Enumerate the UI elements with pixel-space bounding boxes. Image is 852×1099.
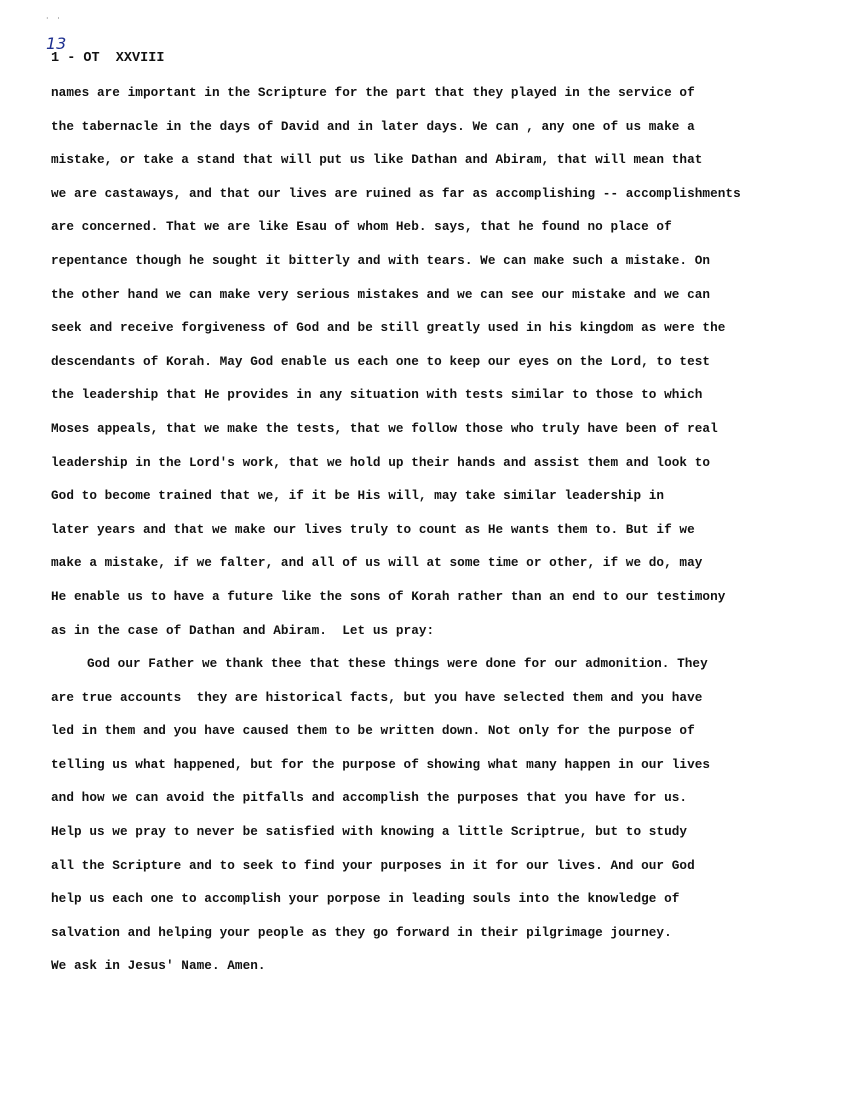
text-line: are true accounts they are historical facts, but you have selected them and you have	[51, 689, 703, 705]
pencil-mark: · ·	[46, 14, 63, 23]
text-line: salvation and helping your people as they go forward in their pilgrimage journey.	[51, 924, 672, 940]
text-line: God our Father we thank thee that these things were done for our admonition. They	[87, 656, 708, 672]
text-line: help us each one to accomplish your porpose in leading souls into the knowledge of	[51, 891, 680, 907]
text-line: Moses appeals, that we make the tests, that we follow those who truly have been of real	[51, 420, 718, 436]
text-line: We ask in Jesus' Name. Amen.	[51, 958, 266, 974]
text-line: leadership in the Lord's work, that we hold up their hands and assist them and look to	[51, 454, 711, 470]
text-line: seek and receive forgiveness of God and be still greatly used in his kingdom as were the	[51, 320, 726, 336]
text-line: later years and that we make our lives truly to count as He wants them to. But if we	[51, 521, 695, 537]
text-line: mistake, or take a stand that will put us like Dathan and Abiram, that will mean that	[51, 152, 703, 168]
text-line: make a mistake, if we falter, and all of us will at some time or other, if we do, may	[51, 555, 703, 571]
text-line: telling us what happened, but for the purpose of showing what many happen in our lives	[51, 756, 711, 772]
body-text	[51, 80, 841, 987]
text-line: led in them and you have caused them to be written down. Not only for the purpose of	[51, 723, 695, 739]
text-line: we are castaways, and that our lives are ruined as far as accomplishing -- accomplishments	[51, 185, 741, 201]
text-line: God to become trained that we, if it be His will, may take similar leadership in	[51, 488, 665, 504]
text-line: descendants of Korah. May God enable us each one to keep our eyes on the Lord, to test	[51, 353, 711, 369]
text-line: all the Scripture and to seek to find your purposes in it for our lives. And our God	[51, 857, 695, 873]
text-line: and how we can avoid the pitfalls and accomplish the purposes that you have for us.	[51, 790, 688, 806]
text-line: the tabernacle in the days of David and in later days. We can , any one of us make a	[51, 118, 695, 134]
text-line: the other hand we can make very serious mistakes and we can see our mistake and we can	[51, 286, 711, 302]
page-header: 1 - OT XXVIII	[51, 51, 165, 66]
handwritten-page-number: 13	[46, 34, 67, 53]
text-line: as in the case of Dathan and Abiram. Let us pray:	[51, 622, 435, 638]
text-line: Help us we pray to never be satisfied with knowing a little Scriptrue, but to study	[51, 824, 688, 840]
text-line: the leadership that He provides in any situation with tests similar to those to which	[51, 387, 703, 403]
text-line: are concerned. That we are like Esau of whom Heb. says, that he found no place of	[51, 219, 672, 235]
text-line: He enable us to have a future like the sons of Korah rather than an end to our testimony	[51, 588, 726, 604]
text-line: repentance though he sought it bitterly and with tears. We can make such a mistake. On	[51, 252, 711, 268]
text-line: names are important in the Scripture for the part that they played in the service of	[51, 85, 695, 100]
